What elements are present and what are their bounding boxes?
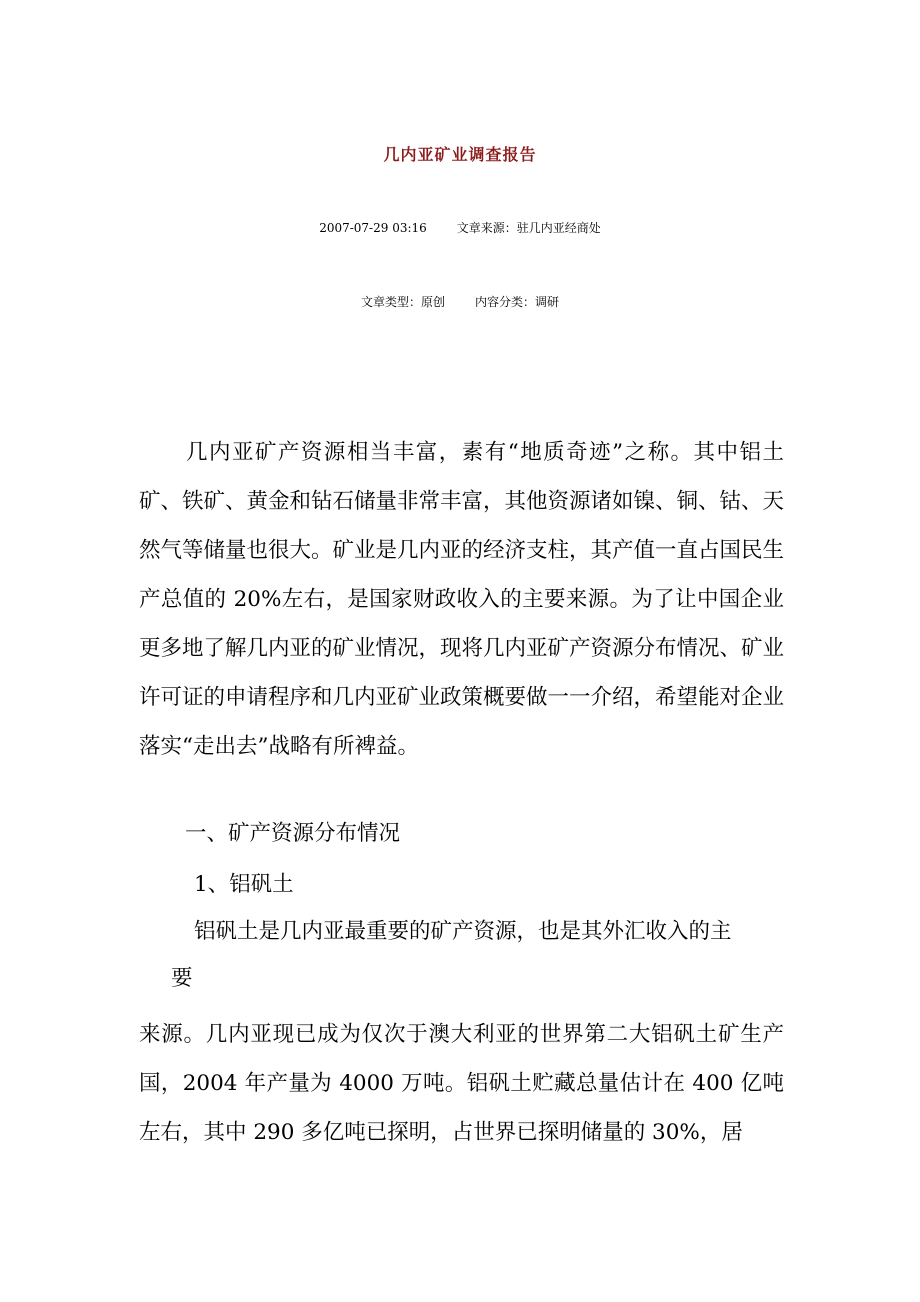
bauxite-paragraph-line-2: 要: [171, 966, 193, 991]
intro-paragraph: 几内亚矿产资源相当丰富，素有“地质奇迹”之称。其中铝土矿、铁矿、黄金和钻石储量非常丰富，其他资源诸如镍、铜、钴、天然气等储量也很大。矿业是几内亚的经济支柱，其产值一直占国民生产总值的 20%左右，是国家财政收入的主要来源。为了让中国企业更多地了解几内亚的矿业情况，现将几内亚矿产资源分布情况、矿业许可证的申请程序和几内亚矿业政策概要做一一介绍，希望能对企业落实“走出去”战略有所裨益。: [139, 440, 785, 759]
document-title: 几内亚矿业调查报告: [383, 145, 537, 164]
content-category: 内容分类：调研: [475, 295, 560, 309]
meta-line-1: [0, 219, 920, 236]
article-source: 文章来源：驻几内亚经商处: [456, 221, 601, 235]
subsection-heading-bauxite: 1、铝矾土: [194, 872, 294, 897]
meta-line-2: [0, 293, 920, 310]
section-heading-mineral-distribution: 一、矿产资源分布情况: [185, 821, 401, 846]
article-type: 文章类型：原创: [360, 295, 445, 309]
bauxite-paragraph-line-1: 铝矾土是几内亚最重要的矿产资源，也是其外汇收入的主: [194, 919, 732, 944]
publish-datetime: 2007-07-29 03:16: [319, 221, 427, 235]
bauxite-paragraph-continuation: 来源。几内亚现已成为仅次于澳大利亚的世界第二大铝矾土矿生产国，2004 年产量为 4000 万吨。铝矾土贮藏总量估计在 400 亿吨左右，其中 290 多亿吨已探明，占世界已探明储量的 30%，居: [139, 1022, 784, 1145]
